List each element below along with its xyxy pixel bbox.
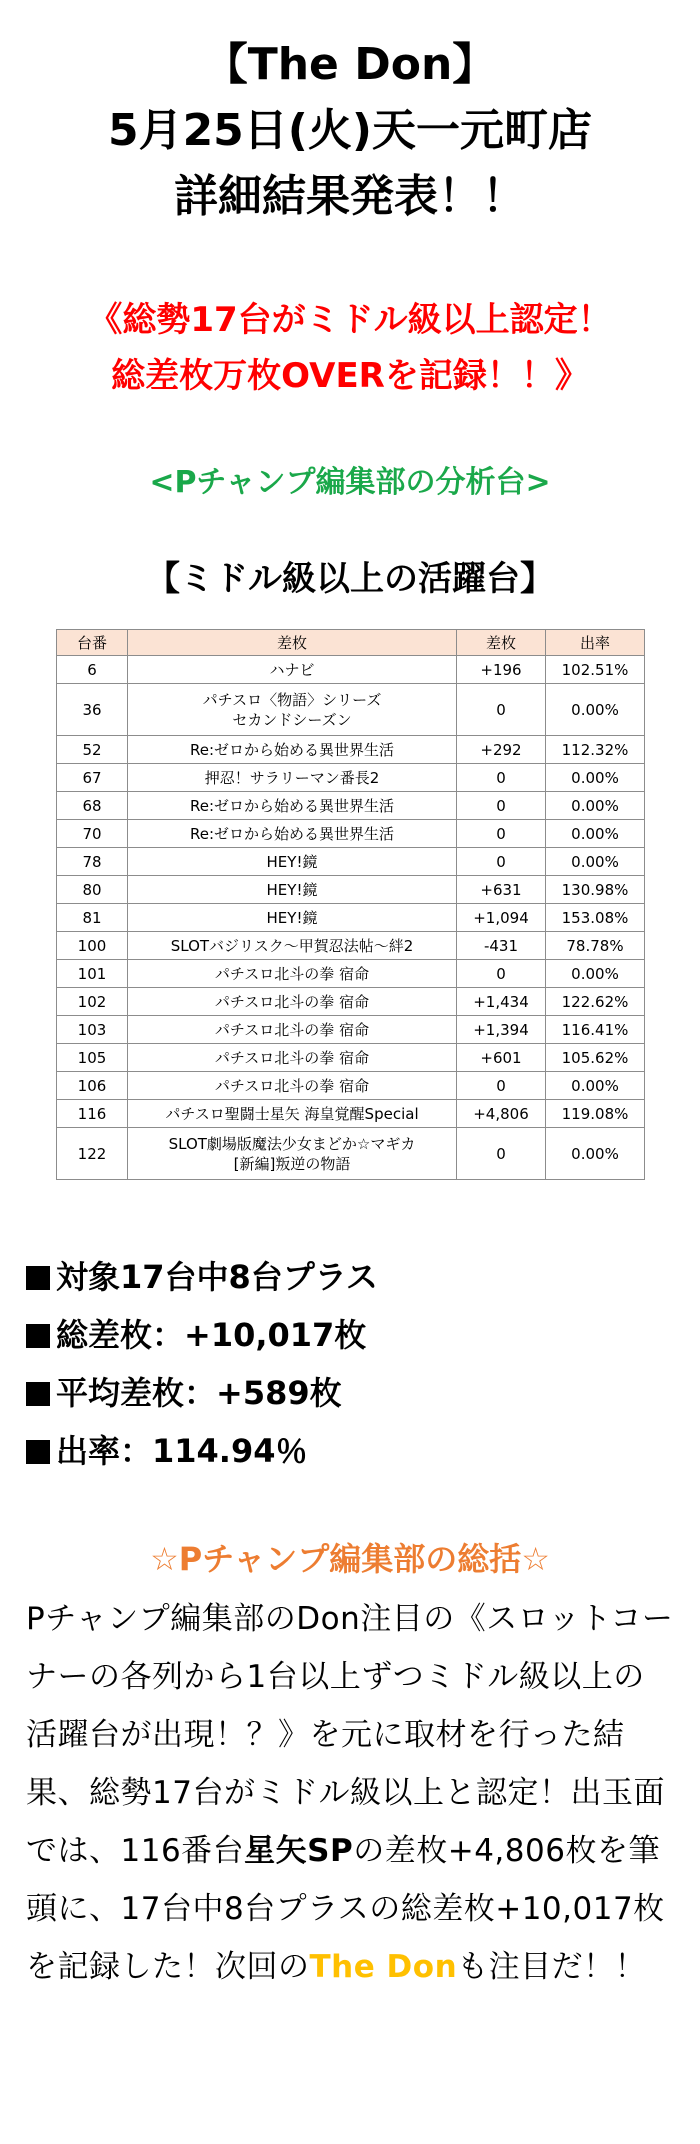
machine-name-line-1: パチスロ北斗の拳 宿命: [214, 1076, 370, 1095]
cell-machine-name: [128, 764, 457, 792]
table-row: [57, 876, 645, 904]
cell-machine-name: [128, 988, 457, 1016]
table-row: [57, 736, 645, 764]
machine-name-line-1: ハナビ: [269, 660, 315, 679]
black-square-icon: [26, 1324, 50, 1348]
cell-machine-name: [128, 904, 457, 932]
cell-machine-no: 116: [57, 1100, 128, 1128]
cell-machine-no: 102: [57, 988, 128, 1016]
cell-machine-name: [128, 792, 457, 820]
summary-plus-count: 対象17台中8台プラス: [56, 1258, 378, 1296]
summary-item: [26, 1422, 686, 1480]
cell-diff: 0: [457, 684, 546, 736]
cell-machine-name: [128, 1044, 457, 1072]
cell-payout-rate: 0.00%: [546, 764, 645, 792]
cell-diff: 0: [457, 764, 546, 792]
black-square-icon: [26, 1382, 50, 1406]
cell-payout-rate: 105.62%: [546, 1044, 645, 1072]
machine-name-line-1: HEY!鏡: [266, 852, 318, 871]
cell-diff: 0: [457, 960, 546, 988]
cell-payout-rate: 130.98%: [546, 876, 645, 904]
machine-name-line-1: HEY!鏡: [266, 880, 318, 899]
highlight-line-1: 《総勢17台がミドル級以上認定！: [88, 300, 612, 340]
cell-machine-name: [128, 736, 457, 764]
cell-machine-no: 122: [57, 1128, 128, 1180]
machine-name-line-1: HEY!鏡: [266, 908, 318, 927]
cell-diff: +631: [457, 876, 546, 904]
cell-payout-rate: 78.78%: [546, 932, 645, 960]
cell-machine-name: [128, 960, 457, 988]
table-section-title: 【ミドル級以上の活躍台】: [146, 559, 554, 599]
summary-item: [26, 1248, 686, 1306]
machine-name-line-2: [新編]叛逆の物語: [233, 1154, 351, 1173]
cell-payout-rate: 122.62%: [546, 988, 645, 1016]
cell-machine-name: [128, 1100, 457, 1128]
machine-name-line-1: Re:ゼロから始める異世界生活: [189, 796, 395, 815]
cell-diff: 0: [457, 792, 546, 820]
summary-item: [26, 1306, 686, 1364]
cell-diff: +601: [457, 1044, 546, 1072]
cell-diff: 0: [457, 1128, 546, 1180]
cell-diff: +196: [457, 656, 546, 684]
results-table: [56, 629, 645, 1180]
summary-payout-rate: 出率：114.94％: [56, 1432, 308, 1470]
table-header-row: [57, 630, 645, 656]
cell-diff: +1,394: [457, 1016, 546, 1044]
cell-payout-rate: 112.32%: [546, 736, 645, 764]
review-text-2: の差枚+4,806枚を筆頭に、17台中8台プラスの総差枚+10,017枚を記録した！次回の: [26, 1833, 665, 1985]
machine-name-line-2: セカンドシーズン: [232, 710, 352, 729]
review-highlight-machine: 星矢SP: [244, 1833, 354, 1869]
table-row: [57, 1072, 645, 1100]
cell-payout-rate: 0.00%: [546, 1128, 645, 1180]
event-date-store: 5月25日(火)天一元町店: [107, 105, 593, 156]
cell-payout-rate: 0.00%: [546, 848, 645, 876]
cell-machine-no: 6: [57, 656, 128, 684]
review-brand-name: The Don: [309, 1949, 458, 1985]
cell-payout-rate: 119.08%: [546, 1100, 645, 1128]
cell-machine-no: 67: [57, 764, 128, 792]
cell-payout-rate: 0.00%: [546, 1072, 645, 1100]
cell-machine-no: 105: [57, 1044, 128, 1072]
analysis-title: <Pチャンプ編集部の分析台>: [149, 465, 551, 500]
review-text-1: Pチャンプ編集部のDon注目の《スロットコーナーの各列から1台以上ずつミドル級以上の活躍台が出現！？》を元に取材を行った結果、総勢17台がミドル級以上と認定！出玉面では、116番台: [26, 1601, 674, 1869]
cell-payout-rate: 0.00%: [546, 684, 645, 736]
cell-diff: 0: [457, 1072, 546, 1100]
cell-diff: +292: [457, 736, 546, 764]
cell-payout-rate: 0.00%: [546, 820, 645, 848]
cell-machine-name: [128, 1072, 457, 1100]
cell-machine-name: [128, 848, 457, 876]
table-row: [57, 1100, 645, 1128]
cell-machine-name: [128, 684, 457, 736]
cell-machine-name: [128, 876, 457, 904]
table-row: [57, 1128, 645, 1180]
table-row: [57, 960, 645, 988]
table-row: [57, 988, 645, 1016]
table-body: [57, 656, 645, 1180]
summary-block: [26, 1248, 686, 1480]
cell-machine-name: [128, 820, 457, 848]
review-body: [26, 1590, 676, 1996]
table-row: [57, 656, 645, 684]
review-text-3: も注目だ！！: [457, 1949, 647, 1985]
event-title: 【The Don】: [203, 39, 497, 90]
cell-machine-no: 52: [57, 736, 128, 764]
cell-machine-no: 103: [57, 1016, 128, 1044]
table-row: [57, 848, 645, 876]
highlight-line-2: 総差枚万枚OVERを記録！！》: [111, 356, 589, 396]
header-machine-name: 差枚: [128, 630, 457, 656]
table-row: [57, 932, 645, 960]
table-row: [57, 792, 645, 820]
cell-diff: -431: [457, 932, 546, 960]
summary-average-diff: 平均差枚：+589枚: [56, 1374, 342, 1412]
cell-machine-name: [128, 1128, 457, 1180]
machine-name-line-1: パチスロ北斗の拳 宿命: [214, 1048, 370, 1067]
cell-diff: 0: [457, 820, 546, 848]
cell-machine-no: 80: [57, 876, 128, 904]
cell-machine-no: 81: [57, 904, 128, 932]
machine-name-line-1: パチスロ北斗の拳 宿命: [214, 992, 370, 1011]
cell-machine-no: 106: [57, 1072, 128, 1100]
cell-machine-no: 101: [57, 960, 128, 988]
black-square-icon: [26, 1440, 50, 1464]
cell-payout-rate: 153.08%: [546, 904, 645, 932]
table-row: [57, 764, 645, 792]
highlight-block: [0, 292, 700, 404]
table-row: [57, 820, 645, 848]
cell-machine-no: 100: [57, 932, 128, 960]
machine-name-line-1: パチスロ北斗の拳 宿命: [214, 964, 370, 983]
summary-total-diff: 総差枚：+10,017枚: [56, 1316, 367, 1354]
cell-machine-no: 68: [57, 792, 128, 820]
cell-machine-name: [128, 1016, 457, 1044]
cell-payout-rate: 116.41%: [546, 1016, 645, 1044]
cell-payout-rate: 0.00%: [546, 960, 645, 988]
machine-name-line-1: SLOT劇場版魔法少女まどか☆マギカ: [168, 1134, 416, 1153]
machine-name-line-1: パチスロ〈物語〉シリーズ: [202, 690, 382, 709]
cell-machine-name: [128, 656, 457, 684]
cell-payout-rate: 102.51%: [546, 656, 645, 684]
review-title: ☆Pチャンプ編集部の総括☆: [150, 1540, 550, 1578]
results-announcement: 詳細結果発表！！: [174, 171, 526, 222]
black-square-icon: [26, 1266, 50, 1290]
machine-name-line-1: Re:ゼロから始める異世界生活: [189, 740, 395, 759]
table-row: [57, 1016, 645, 1044]
header-diff: 差枚: [457, 630, 546, 656]
machine-name-line-1: パチスロ聖闘士星矢 海皇覚醒Special: [165, 1104, 419, 1123]
cell-machine-no: 70: [57, 820, 128, 848]
cell-machine-no: 36: [57, 684, 128, 736]
results-table-wrapper: [56, 629, 644, 1180]
summary-item: [26, 1364, 686, 1422]
cell-diff: +1,434: [457, 988, 546, 1016]
header-payout-rate: 出率: [546, 630, 645, 656]
table-row: [57, 684, 645, 736]
machine-name-line-1: Re:ゼロから始める異世界生活: [189, 824, 395, 843]
table-row: [57, 904, 645, 932]
machine-name-line-1: パチスロ北斗の拳 宿命: [214, 1020, 370, 1039]
cell-payout-rate: 0.00%: [546, 792, 645, 820]
header-machine-no: 台番: [57, 630, 128, 656]
article-header: [0, 32, 700, 230]
table-row: [57, 1044, 645, 1072]
cell-diff: +4,806: [457, 1100, 546, 1128]
cell-diff: +1,094: [457, 904, 546, 932]
cell-machine-name: [128, 932, 457, 960]
cell-machine-no: 78: [57, 848, 128, 876]
machine-name-line-1: 押忍！サラリーマン番長2: [204, 768, 380, 787]
machine-name-line-1: SLOTバジリスク～甲賀忍法帖～絆2: [170, 936, 414, 955]
cell-diff: 0: [457, 848, 546, 876]
